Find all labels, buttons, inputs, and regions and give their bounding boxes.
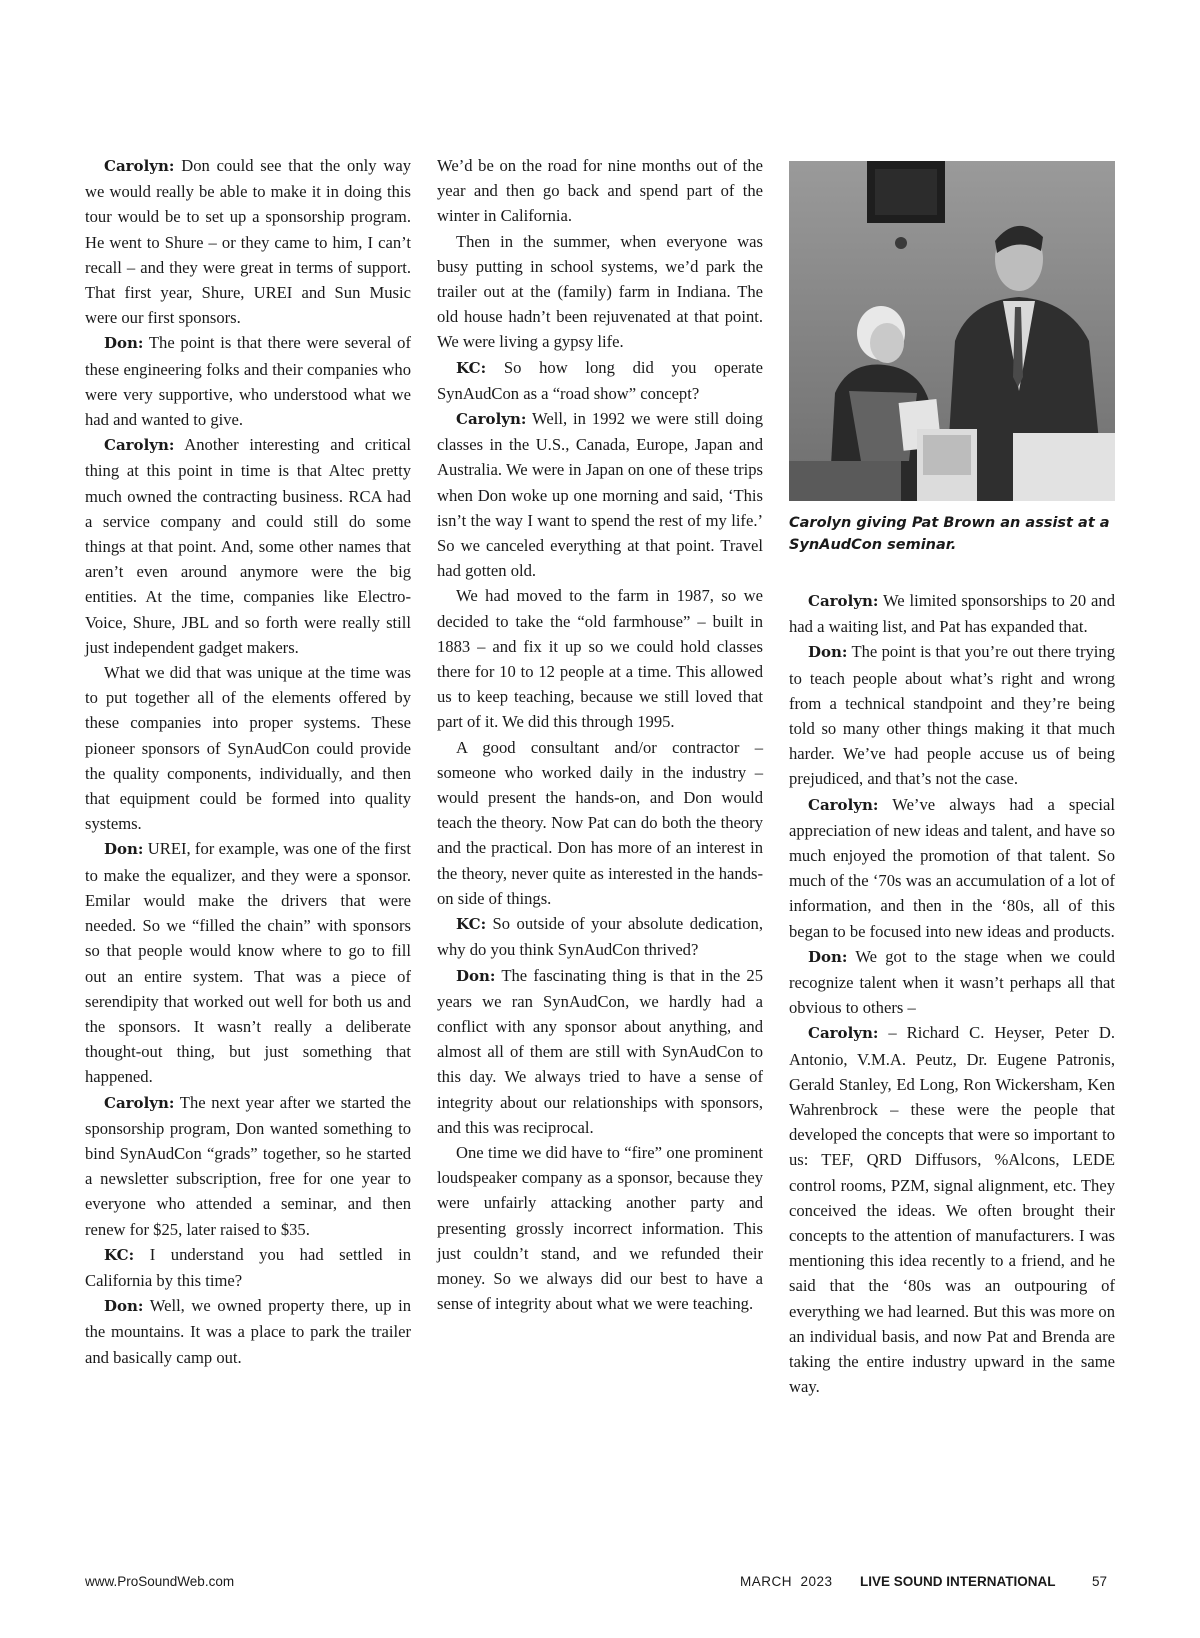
paragraph-text: I understand you had settled in California by this time? [85, 1244, 411, 1290]
photo-caption: Carolyn giving Pat Brown an assist at a SynAudCon seminar. [789, 515, 1110, 553]
article-paragraph [437, 153, 763, 229]
article-paragraph [85, 1242, 411, 1293]
article-paragraph [437, 911, 763, 962]
article-paragraph [85, 330, 411, 432]
paragraph-text: The point is that you’re out there trying to teach people about what’s right and wrong from a technical standpoint and they’re being told so many other things making it that much harder. We’ve had people accuse us of being prejudiced, and that’s not the case. [789, 642, 1115, 789]
article-paragraph [85, 660, 411, 836]
paragraph-text: We had moved to the farm in 1987, so we decided to take the “old farmhouse” – built in 1883 – and fix it up so we could hold classes there for 10 to 12 people at a time. This allowed us to keep teaching, because we still loved that part of it. We did this through 1995. [437, 586, 763, 732]
paragraph-text: Then in the summer, when everyone was busy putting in school systems, we’d park the trailer out at the (family) farm in Indiana. The old house hadn’t been rejuvenated at that point. We were living a gypsy life. [437, 231, 763, 352]
footer-url: www.ProSoundWeb.com [85, 1574, 235, 1589]
speaker-label: Don: [104, 334, 144, 353]
paragraph-text: The point is that there were several of these engineering folks and their companies who were very supportive, who understood what we had and wanted to give. [85, 333, 411, 430]
article-paragraph [789, 944, 1115, 1021]
article-paragraph [789, 588, 1115, 639]
paragraph-text: We’ve always had a special appreciation of new ideas and talent, and have so much enjoyed the promotion of that talent. So much of the ‘70s was an accumulation of a lot of information, and then in the ‘80s, all of this began to be focused into new ideas and products. [789, 794, 1115, 941]
speaker-label: Don: [808, 947, 848, 966]
article-paragraph [437, 963, 763, 1140]
article-paragraph [437, 355, 763, 406]
speaker-label: Don: [456, 966, 496, 985]
article-paragraph [85, 432, 411, 660]
speaker-label: Carolyn: [808, 795, 879, 814]
article-paragraph [85, 153, 411, 330]
article-paragraph [85, 1293, 411, 1370]
article-paragraph [437, 735, 763, 911]
footer-date: MARCH 2023 [740, 1574, 833, 1589]
paragraph-text: The fascinating thing is that in the 25 years we ran SynAudCon, we hardly had a conflict with any sponsor about anything, and almost all of them are still with SynAudCon to this day. We always tried to have a sense of integrity about our relationships with sponsors, and this was reciprocal. [437, 965, 763, 1137]
paragraph-text: So how long did you operate SynAudCon as a “road show” concept? [437, 357, 763, 403]
article-paragraph [85, 1090, 411, 1242]
speaker-label: Don: [104, 840, 144, 859]
speaker-label: Carolyn: [808, 592, 879, 610]
paragraph-text: Well, in 1992 we were still doing classes in the U.S., Canada, Europe, Japan and Australia. We were in Japan on one of these trips when Don woke up one morning and said, ‘This isn’t the way I want to spend the rest of my life.’ So we canceled everything at that point. Travel had gotten old. [437, 409, 763, 581]
photo-image [789, 161, 1115, 501]
speaker-label: KC: [456, 915, 487, 934]
speaker-label: Don: [104, 1297, 144, 1316]
article-paragraph [85, 836, 411, 1089]
paragraph-text: – Richard C. Heyser, Peter D. Antonio, V.M.A. Peutz, Dr. Eugene Patronis, Gerald Stanley, Ed Long, Ron Wickersham, Ken Wahrenbrock – these were the people that developed the concepts that were so important to us: TEF, QRD Diffusors, %Alcons, LEDE control rooms, PZM, signal alignment, etc. They conceived the ideas. We often brought their concepts to the attention of manufacturers. I was mentioning this idea recently to a friend, and he said that the ‘80s was an outpouring of everything we had learned. But this was more on an individual basis, and now Pat and Brenda are taking the entire industry upward in the same way. [789, 1023, 1115, 1397]
speaker-label: Carolyn: [104, 436, 175, 455]
paragraph-text: We got to the stage when we could recognize talent when it wasn’t perhaps all that obvious to others – [789, 946, 1115, 1018]
article-paragraph [789, 639, 1115, 791]
article-paragraph [437, 1140, 763, 1316]
article-paragraph [437, 229, 763, 355]
article-paragraph [437, 583, 763, 734]
paragraph-text: Don could see that the only way we would really be able to make it in doing this tour would be to set up a sponsorship program. He went to Shure – or they came to him, I can’t recall – and they were great in terms of support. That first year, Shure, UREI and Sun Music were our first sponsors. [85, 156, 411, 328]
article-column-1 [85, 153, 411, 1370]
paragraph-text: One time we did have to “fire” one prominent loudspeaker company as a sponsor, because they were unfairly attacking another party and presenting grossly incorrect information. This just couldn’t stand, and we refunded their money. So we always did our best to have a sense of integrity about what we were teaching. [437, 1142, 763, 1314]
paragraph-text: What we did that was unique at the time was to put together all of the elements offered by these companies into proper systems. These pioneer sponsors of SynAudCon could provide the quality components, individually, and then that equipment could be formed into quality systems. [85, 663, 411, 834]
speaker-label: Don: [808, 643, 848, 662]
paragraph-text: A good consultant and/or contractor – someone who worked daily in the industry – would present the hands-on, and Don would teach the theory. Now Pat can do both the theory and the practical. Don has more of an interest in the theory, never quite as interested in the hands-on side of things. [437, 737, 763, 908]
speaker-label: KC: [456, 358, 487, 377]
speaker-label: Carolyn: [808, 1024, 879, 1043]
article-column-3 [789, 588, 1115, 1400]
paragraph-text: We limited sponsorships to 20 and had a waiting list, and Pat has expanded that. [789, 591, 1115, 637]
paragraph-text: The next year after we started the sponsorship program, Don wanted something to bind SynAudCon “grads” together, so he started a newsletter subscription, free for one year to everyone who attended a seminar, and then renew for $25, later raised to $35. [85, 1092, 411, 1239]
paragraph-text: So outside of your absolute dedication, why do you think SynAudCon thrived? [437, 914, 763, 960]
paragraph-text: Well, we owned property there, up in the mountains. It was a place to park the trailer and basically camp out. [85, 1296, 411, 1367]
article-paragraph [789, 792, 1115, 944]
article-paragraph [437, 406, 763, 583]
seminar-photo [789, 161, 1115, 501]
speaker-label: KC: [104, 1245, 135, 1264]
speaker-label: Carolyn: [104, 1093, 175, 1112]
footer-page-number: 57 [1092, 1574, 1108, 1589]
speaker-label: Carolyn: [104, 157, 175, 175]
paragraph-text: UREI, for example, was one of the first to make the equalizer, and they were a sponsor. Emilar would make the drivers that were needed. So we “filled the chain” with sponsors so that people would know where to go to fill out an entire system. That was a piece of serendipity that worked out well for both us and the sponsors. It wasn’t really a deliberate thought-out thing, but just something that happened. [85, 839, 411, 1087]
footer-magazine: LIVE SOUND INTERNATIONAL [860, 1574, 1056, 1589]
article-paragraph [789, 1020, 1115, 1399]
paragraph-text: We’d be on the road for nine months out of the year and then go back and spend part of the winter in California. [437, 156, 763, 226]
article-column-2 [437, 153, 763, 1316]
paragraph-text: Another interesting and critical thing at this point in time is that Altec pretty much owned the contracting business. RCA had a service company and could still do some things at that point. And, some other names that aren’t even around anymore were the big entities. At the time, companies like Electro-Voice, Shure, JBL and so forth were really still just independent gadget makers. [85, 435, 411, 657]
speaker-label: Carolyn: [456, 410, 527, 429]
